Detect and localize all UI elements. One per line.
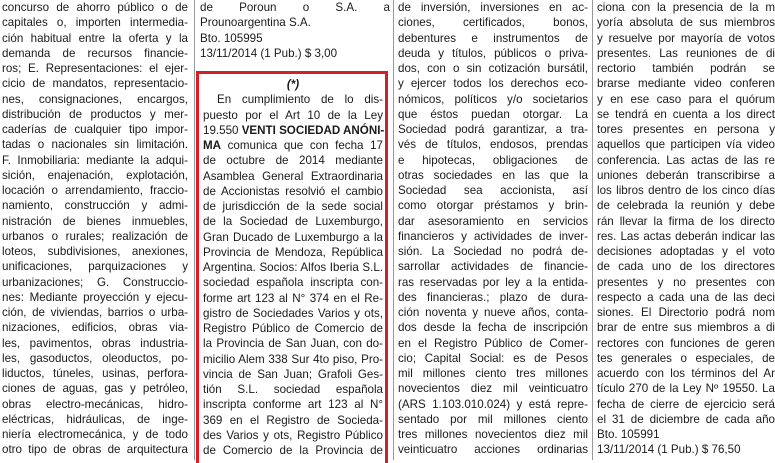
text-line: des financieras.; plazo de dura- [398,290,588,304]
text-line: les, pavimentos, obras industria- [2,336,188,350]
text-line: en el Registro Público de Comer- [398,336,588,350]
law-number: 19.550 [203,123,239,137]
notice-line: Gran Ducado de Luxemburgo a la [203,230,383,244]
text-line: presentes. Las reuniones de di [597,46,775,60]
text-line: Prounoargentina S.A. [200,16,311,30]
notice-line [203,123,383,138]
text-line: y en ese caso para el quórum [597,92,775,106]
text-line: fecha de cierre de ejercicio será [597,397,775,411]
notice-line: Provincia de Mendoza, República [203,245,383,259]
text-line: concurso de ahorro público o de [2,1,188,14]
column-2-top [200,0,390,60]
text-line: rectorio también podrán se [597,62,775,75]
text-line: deuda y títulos, públicos o priva- [398,46,588,60]
column-divider [592,0,593,460]
text-line: locación o arrendamiento, fraccio- [2,184,188,197]
text-line: niería electromecánica, y de todo [2,428,188,441]
text-line: los libros dentro de los cinco días [597,184,775,197]
notice-line: sociedad española inscripta con- [203,276,383,290]
text-line: 13/11/2014 (1 Pub.) $ 3,00 [200,46,338,60]
text-line: respecto a cada una de las deci [597,290,775,304]
column-4 [597,0,775,460]
text-line: decisiones adoptadas y el voto [597,245,775,258]
text-line: nómicos, políticos y/o societarios [398,92,588,106]
text-line: y resuelve por mayoría de votos [597,31,775,45]
text-line: tadas o nacionales sin limitación. [2,138,188,152]
text-line: tores presentes en persona y [597,123,775,136]
text-line: Bto. 105995 [200,31,263,45]
text-line: sarrollar actividades de financie- [398,260,588,274]
text-line: Sociedad sea accionista, así [398,184,588,197]
text-line: tres millones novecientos diez mil [398,428,588,441]
text-line: dos desde la fecha de inscripción [398,321,588,335]
text-line: el 31 de diciembre de cada año [597,412,775,426]
text-line: cicio de mandatos, representacio- [2,77,188,91]
notice-line: gistro de Sociedades Varios y ots, [203,306,383,320]
text-line: mil millones ciento tres millones [398,367,588,380]
text-line: sición, enajenación, explotación, [2,168,188,182]
text-line: urbanos o rurales; realización de [2,229,188,243]
notice-line: puesto por el Art 10 de la Ley [203,108,383,122]
text-line: ciones, certificados, bonos, [398,16,588,30]
text-line: y ejercer todos los derechos eco- [398,77,588,91]
text-line: ción noventa y nueve años, conta- [398,306,588,319]
notice-line: de octubre de 2014 mediante [203,154,383,168]
text-line: capitales o, importen intermedia- [2,16,188,30]
text-line: novecientos diez mil veinticuatro [398,382,588,396]
text-line: unificaciones, parquizaciones y [2,260,188,274]
text-line: e hipotecas, obligaciones de [398,153,588,167]
notice-line: de jurisdicción de la sede social [203,200,383,213]
text-line: sión. La Sociedad no podrá de- [398,245,588,258]
text-line: (ARS 1.103.010.024) y está repre- [398,397,588,411]
text-line: brar de entre sus miembros a di [597,321,775,335]
text-line: sentado por mil millones ciento [398,412,588,426]
text-line: conferencia. Las actas de las re [597,153,775,167]
text-line: distribución de productos y mer- [2,107,188,121]
text-line: veinticuatro acciones ordinarias [398,443,588,457]
text-line: res. Las actas deberán indicar las [597,229,775,243]
text-line: ciona con la presencia de la m [597,1,775,14]
text-line: cio; Capital Social: es de Pesos [398,351,588,365]
notice-line: 369 en el Registro de Socieda- [203,413,383,427]
text-line: namiento, construcción y admi- [2,199,188,213]
company-name-end: MA [203,139,222,152]
text-line: tes generales o especiales, de [597,351,775,365]
notice-line: En cumplimiento de lo dis- [217,93,383,107]
text-line: loteos, subdivisiones, anexiones, [2,245,188,258]
text-line: Sociedad podrá garantizar, a tra- [398,123,588,136]
notice-line: tión S.L. sociedad española [203,383,383,396]
company-name: VENTI SOCIEDAD ANÓNI- [241,123,385,137]
text-line: ción habitual entre la oferta y la [2,31,188,45]
text-line: de Poroun o S.A. a [200,1,390,14]
text-line: financieros y actividades de inver- [398,229,588,243]
text-line: 13/11/2014 (1 Pub.) $ 76,50 [597,443,741,457]
text-line: caderías de cualquier tipo impor- [2,123,188,136]
notice-line: inscripta conforme art 123 al N° [203,398,383,412]
notice-line: vincia de San Juan; Grafoli Ges- [203,367,383,381]
text-line: dos, con o sin cotización bursátil, [398,62,588,75]
notice-line: de la Sociedad de Luxemburgo, [203,215,383,229]
text-line: brarse mediante video conferen [597,77,775,91]
text-line: rán llevar la firma de los directo [597,214,775,228]
text-line: nistración de bienes inmuebles, [2,214,188,228]
notice-line: de Comercio de la Provincia de [203,444,383,457]
text-line: rectores con funciones de geren [597,336,775,350]
notice-line: des Varios y ots, Registro Público [203,428,383,442]
text-line: acuerdo con los términos del Ar [597,367,775,380]
text-line: siones. El Directorio podrá nom [597,306,775,319]
text-line: debentures e instrumentos de [398,31,588,45]
text-line: les, gasoductos, oleoductos, po- [2,351,188,365]
text-line: nes: Mediante proyección y ejecu- [2,290,188,304]
text-line: urbanizaciones; G. Construccio- [2,275,188,289]
text-line: Bto. 105991 [597,428,660,441]
column-3 [398,0,588,460]
text-line: nizaciones, edificios, obras via- [2,321,188,335]
column-divider [393,0,394,460]
text-line: presentes y no presentes con [597,275,775,289]
text-line: de celebrada la reunión y debe [597,199,775,213]
text-line: ciones de aguas, gas y petróleo, [2,382,188,396]
text-line: vés de títulos, endosos, prendas [398,138,588,152]
text-line: uniones deberán transcribirse a [597,168,775,182]
text-line: se tendrá en cuenta a los direct [597,107,775,121]
text-line: aquellos que participen vía video [597,138,775,152]
text-line: tículo 270 de la Ley Nº 19550. La [597,382,775,396]
text-line: dar asesoramiento en servicios [398,214,588,228]
text-line: nes, consignaciones, encargos, [2,92,188,106]
text-line: que éstos puedan otorgar. La [398,107,588,121]
column-1 [2,0,188,460]
text-line: otras sociedades en las que la [398,168,588,182]
text-line: obras electro-mecánicas, hidro- [2,397,188,411]
notice-line [203,138,383,153]
text-line: liductos, túneles, usinas, perfora- [2,367,188,380]
notice-line: de Accionistas resolvió el cambio [203,184,383,198]
notice-line: forme art 123 al N° 374 en el Re- [203,291,383,305]
notice-line: Registro Público de Comercio de [203,322,383,335]
text-line: demanda de recursos financie- [2,46,188,60]
notice-line: Argentina. Socios: Alfos Iberia S.L. [203,261,383,274]
column-divider [194,0,195,460]
text-line: de cada uno de los directores [597,260,775,274]
notice-line: Asamblea General Extraordinaria [203,169,383,183]
notice-line: micilio Alem 338 Sur 4to piso, Pro- [203,352,383,366]
text-line: ción, de viviendas, barrios o urba- [2,306,188,319]
text-line: de inversión, inversiones en ac- [398,1,588,14]
text-line: F. Inmobiliaria: mediante la adqui- [2,153,188,167]
text-line: como otorgar préstamos y brin- [398,199,588,213]
notice-line: la Provincia de San Juan, con do- [203,337,383,351]
notice-marker: (*) [286,78,300,91]
text-line: eléctricas, hidráulicas, de inge- [2,412,188,426]
text-line: ros; E. Representaciones: el ejer- [2,62,188,75]
notice-text: comunica que con fecha 17 [221,139,383,152]
highlighted-notice [203,77,383,458]
text-line: otro tipo de obras de arquitectura [2,443,188,457]
text-line: yoría absoluta de sus miembros [597,16,775,30]
text-line: ras reservadas por ley a la entida- [398,275,588,289]
